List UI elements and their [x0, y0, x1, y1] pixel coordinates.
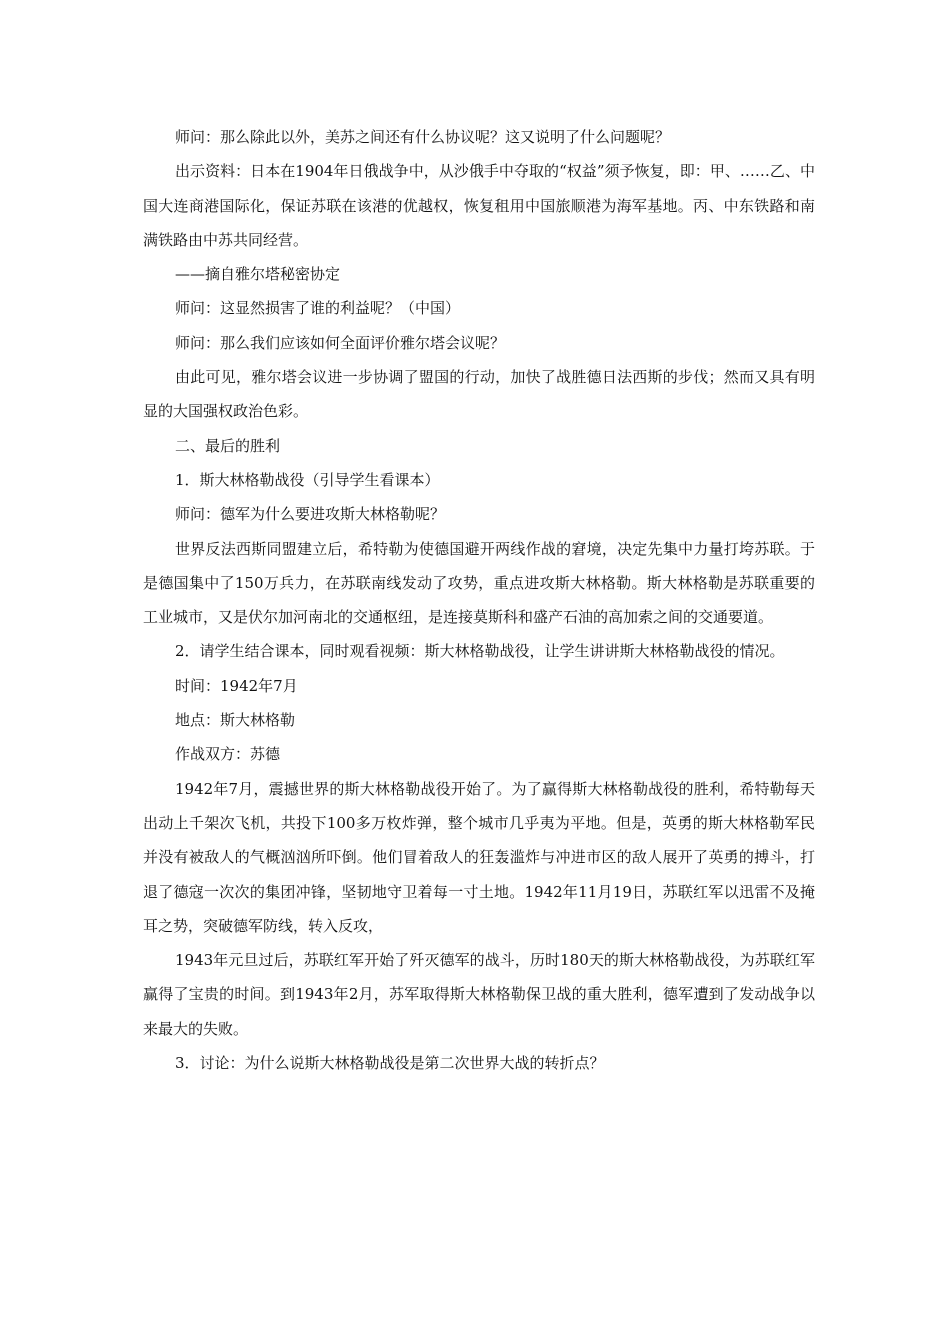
subheading-stalingrad-battle: 1．斯大林格勒战役（引导学生看课本） [175, 470, 440, 489]
document-body [143, 120, 815, 1080]
paragraph-combatants: 作战双方：苏德 [175, 745, 281, 764]
paragraph-source-citation: ——摘自雅尔塔秘密协定 [175, 265, 341, 284]
paragraph-battle-description: 1942年7月，震撼世界的斯大林格勒战役开始了。为了赢得斯大林格勒战役的胜利，希特勒每天出动上千架次飞机，共投下100多万枚炸弹，整个城市几乎夷为平地。但是，英勇的斯大林格勒军民并没有被敌人的气概汹汹所吓倒。他们冒着敌人的狂轰滥炸与冲进市区的敌人展开了英勇的搏斗，打退了德寇一次次的集团冲锋，坚韧地守卫着每一寸土地。1942年11月19日，苏联红军以迅雷不及掩耳之势，突破德军防线，转入反攻， [143, 779, 815, 935]
paragraph-time: 时间：1942年7月 [175, 676, 298, 695]
paragraph-yalta-conclusion: 由此可见，雅尔塔会议进一步协调了盟国的行动，加快了战胜德日法西斯的步伐；然而又具有明显的大国强权政治色彩。 [143, 368, 815, 421]
subheading-student-activity: 2．请学生结合课本，同时观看视频：斯大林格勒战役，让学生讲讲斯大林格勒战役的情况。 [175, 642, 785, 661]
paragraph-question-whose-interest: 师问：这显然损害了谁的利益呢？（中国） [175, 299, 461, 318]
paragraph-source-material: 出示资料：日本在1904年日俄战争中，从沙俄手中夺取的“权益”须予恢复，即：甲、……乙、中国大连商港国际化，保证苏联在该港的优越权，恢复租用中国旅顺港为海军基地。丙、中东铁路和南满铁路由中苏共同经营。 [143, 162, 815, 249]
paragraph-stalingrad-background: 世界反法西斯同盟建立后，希特勒为使德国避开两线作战的窘境，决定先集中力量打垮苏联。于是德国集中了150万兵力，在苏联南线发动了攻势，重点进攻斯大林格勒。斯大林格勒是苏联重要的工业城市，又是伏尔加河南北的交通枢纽，是连接莫斯科和盛产石油的高加索之间的交通要道。 [143, 539, 815, 627]
paragraph-battle-outcome: 1943年元旦过后，苏联红军开始了歼灭德军的战斗，历时180天的斯大林格勒战役，为苏联红军赢得了宝贵的时间。到1943年2月，苏军取得斯大林格勒保卫战的重大胜利，德军遭到了发动战争以来最大的失败。 [143, 951, 815, 1038]
paragraph-question-other-agreements: 师问：那么除此以外，美苏之间还有什么协议呢？这又说明了什么问题呢？ [175, 128, 671, 146]
paragraph-place: 地点：斯大林格勒 [175, 711, 296, 730]
subheading-discussion: 3．讨论：为什么说斯大林格勒战役是第二次世界大战的转折点？ [175, 1054, 605, 1073]
section-heading-final-victory: 二、最后的胜利 [175, 436, 281, 455]
paragraph-question-evaluate-yalta: 师问：那么我们应该如何全面评价雅尔塔会议呢？ [175, 333, 506, 352]
paragraph-question-why-attack: 师问：德军为什么要进攻斯大林格勒呢？ [175, 505, 446, 524]
